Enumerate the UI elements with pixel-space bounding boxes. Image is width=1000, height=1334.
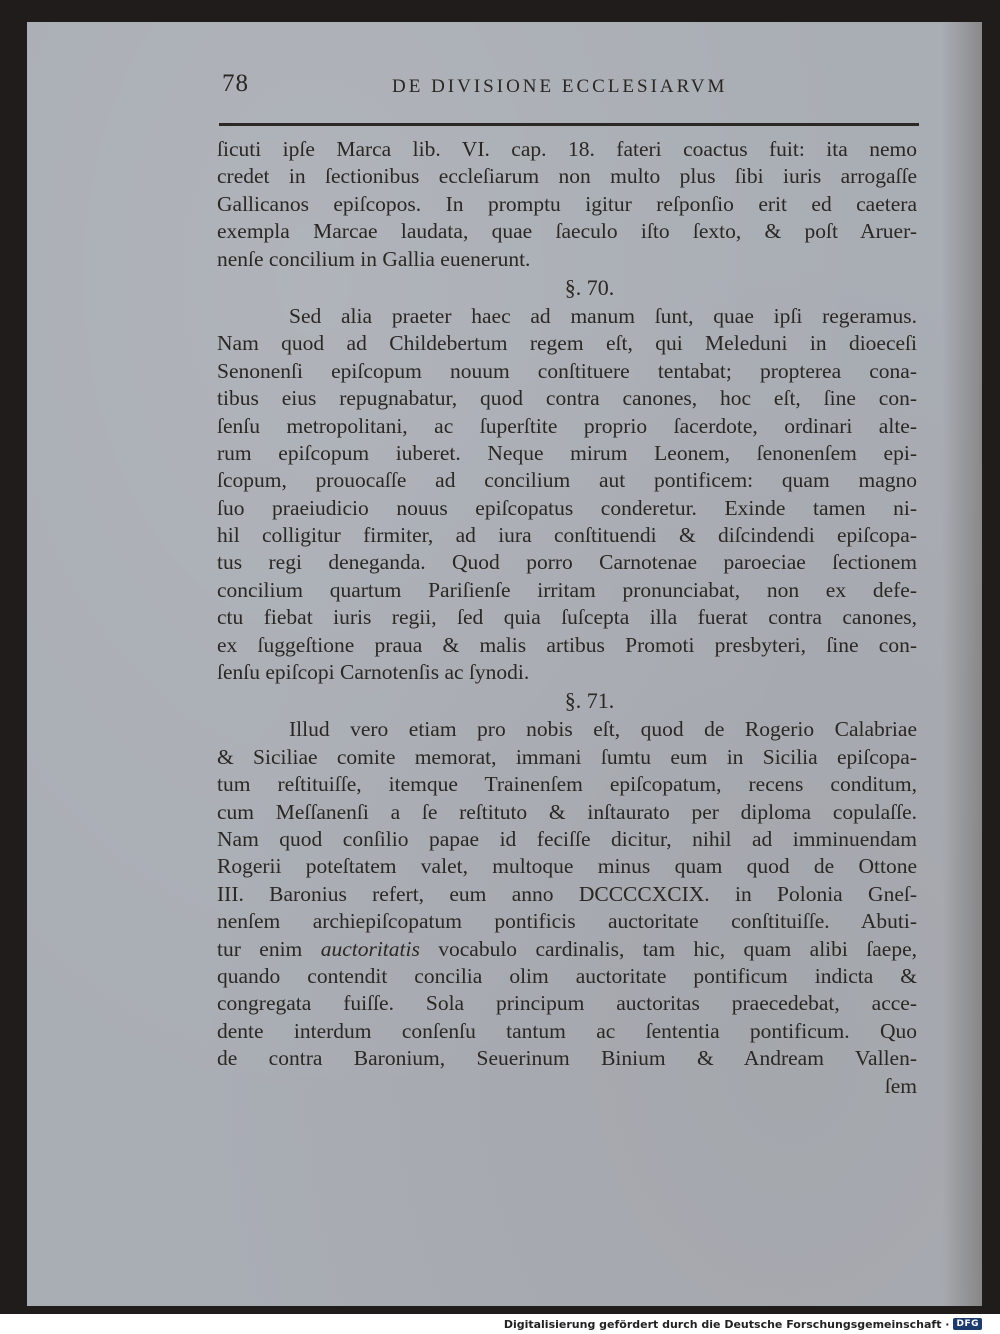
paragraph-70: [217, 303, 917, 686]
text-line: & Siciliae comite memorat, immani ſumtu eum in Sicilia epiſcopa-: [217, 744, 917, 769]
text-line: concilium quartum Pariſienſe irritam pronunciabat, non ex defe-: [217, 577, 917, 602]
section-heading-70: §. 70.: [564, 274, 615, 300]
text-line: ſenſu metropolitani, ac ſuperſtite proprio ſacerdote, ordinari alte-: [217, 413, 917, 438]
text-line: ſcopum, prouocaſſe ad concilium aut pontificem: quam magno: [217, 468, 917, 493]
section-heading-71: §. 71.: [564, 688, 615, 714]
spine-shadow: [942, 22, 982, 1306]
text-line: [217, 936, 917, 963]
text-line: dente interdum conſenſu tantum ac ſententia pontificum. Quo: [217, 1018, 917, 1043]
text-line: Rogerii poteſtatem valet, multoque minus quam quod de Ottone: [217, 854, 917, 879]
text-line: hil colligitur firmiter, ad iura conſtituendi & diſcindendi epiſcopa-: [217, 523, 917, 548]
running-title: DE DIVISIONE ECCLESIARVM: [392, 76, 728, 97]
text-line: credet in ſectionibus eccleſiarum non multo plus ſibi iuris arrogaſſe: [217, 164, 917, 189]
text-line: ex ſuggeſtione praua & malis artibus Promoti presbyteri, ſine con-: [217, 632, 917, 657]
text-line: quando contendit concilia olim auctoritate pontificum indicta &: [217, 963, 917, 988]
text-line: tus regi deneganda. Quod porro Carnotenae paroeciae ſectionem: [217, 550, 917, 575]
credit-text: Digitalisierung gefördert durch die Deutsche Forschungsgemeinschaft ·: [503, 1317, 950, 1331]
catchword: ſem: [884, 1073, 917, 1098]
text-line: Illud vero etiam pro nobis eſt, quod de Rogerio Calabriae: [289, 717, 917, 742]
text-line: III. Baronius refert, eum anno DCCCCXCIX. in Polonia Gneſ-: [217, 881, 917, 906]
text-line: Sed alia praeter haec ad manum ſunt, quae ipſi regeramus.: [289, 303, 917, 328]
text-line: tum reſtituiſſe, itemque Trainenſem epiſcopatum, recens conditum,: [217, 772, 917, 797]
text-line: Senonenſi epiſcopum nouum conſtituere tentabat; propterea cona-: [217, 358, 917, 383]
text-line: ſenſu epiſcopi Carnotenſis ac ſynodi.: [217, 660, 530, 685]
text-line: ctu fiebat iuris regii, ſed quia ſuſcepta illa fuerat contra canones,: [217, 605, 917, 630]
digitization-credit: [504, 1316, 982, 1332]
italic-term: auctoritatis: [320, 936, 420, 961]
text-line: ſicuti ipſe Marca lib. VI. cap. 18. fateri coactus fuit: ita nemo: [217, 137, 917, 161]
text-line: Nam quod conſilio papae id feciſſe dicitur, nihil ad imminuendam: [217, 826, 917, 851]
paragraph-intro: [217, 136, 917, 273]
header-rule: [219, 123, 919, 126]
paragraph-71: [217, 716, 917, 1099]
text-line: nenſem archiepiſcopatum pontificis auctoritate conſtituiſſe. Abuti-: [217, 909, 917, 934]
body-text: [217, 136, 917, 1100]
text-line: de contra Baronium, Seuerinum Binium & Andream Vallen-: [217, 1046, 917, 1071]
text-line: Gallicanos epiſcopos. In promptu igitur reſponſio erit ed caetera: [217, 191, 917, 216]
dfg-logo: DFG: [953, 1318, 982, 1330]
text-line: exempla Marcae laudata, quae ſaeculo iſto ſexto, & poſt Aruer-: [217, 219, 917, 244]
text-line: rum epiſcopum iuberet. Neque mirum Leonem, ſenonenſem epi-: [217, 440, 917, 465]
text-line: Nam quod ad Childebertum regem eſt, qui Meleduni in dioeceſi: [217, 331, 917, 356]
text-line: cum Meſſanenſi a ſe reſtituto & inſtaurato per diploma copulaſſe.: [217, 799, 917, 824]
text-run: vocabulo cardinalis, tam hic, quam alibi ſaepe,: [419, 936, 917, 961]
text-line: nenſe concilium in Gallia euenerunt.: [217, 246, 531, 271]
page-number: 78: [222, 70, 249, 97]
text-run: tur enim: [217, 936, 321, 961]
book-page: [27, 22, 982, 1306]
text-line: congregata fuiſſe. Sola principum auctoritas praecedebat, acce-: [217, 991, 917, 1016]
running-head: [222, 70, 912, 104]
text-line: tibus eius repugnabatur, quod contra canones, hoc eſt, ſine con-: [217, 386, 917, 411]
text-line: ſuo praeiudicio nouus epiſcopatus conderetur. Exinde tamen ni-: [217, 495, 917, 520]
